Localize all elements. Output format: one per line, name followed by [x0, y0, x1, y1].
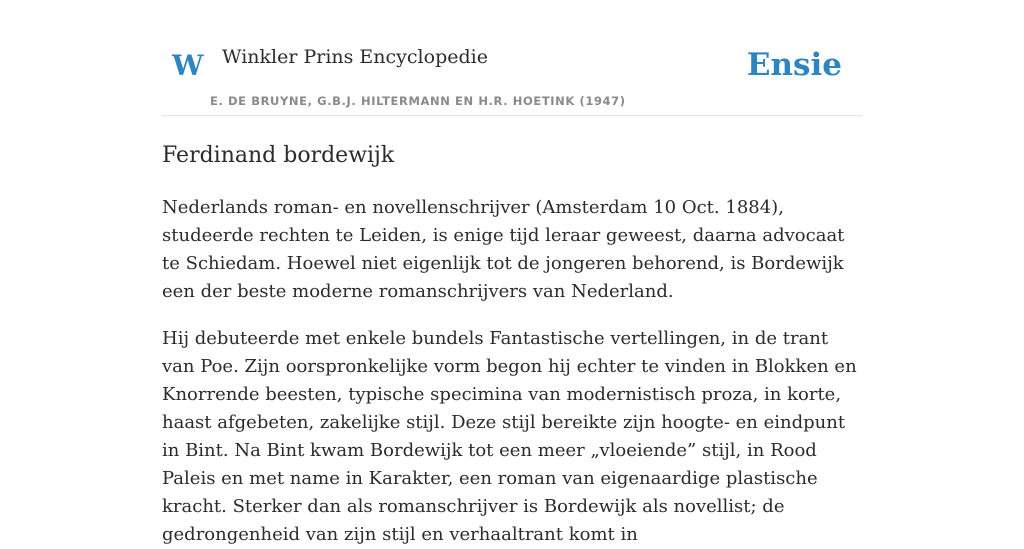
source-title-link[interactable]: Winkler Prins Encyclopedie: [222, 46, 488, 68]
source-logo-icon[interactable]: W: [172, 49, 204, 82]
brand-logo-link[interactable]: Ensie: [746, 47, 842, 83]
source-authors: E. DE BRUYNE, G.B.J. HILTERMANN EN H.R. HOETINK (1947): [210, 94, 626, 108]
page: [162, 0, 862, 549]
entry-title: Ferdinand bordewijk: [162, 143, 395, 168]
header: [162, 0, 862, 116]
entry-paragraph: Nederlands roman- en novellenschrijver (Amsterdam 10 Oct. 1884), studeerde rechten te Leiden, is enige tijd leraar geweest, daarna advocaat te Schiedam. Hoewel niet eigenlijk tot de jongeren behorend, is Bordewijk een der beste moderne romanschrijvers van Nederland.: [162, 196, 845, 302]
entry-paragraph: Hij debuteerde met enkele bundels Fantastische vertellingen, in de trant van Poe. Zijn oorspronkelijke vorm begon hij echter te vinden in Blokken en Knorrende beesten, typische specimina van modernistisch proza, in korte, haast afgebeten, zakelijke stijl. Deze stijl bereikte zijn hoogte- en eindpunt in Bint. Na Bint kwam Bordewijk tot een meer „vloeiende” stijl, in Rood Paleis en met name in Karakter, een roman van eigenaardige plastische kracht. Sterker dan als romanschrijver is Bordewijk als novellist; de gedrongenheid van zijn stijl en verhaaltrant komt in: [162, 327, 857, 545]
